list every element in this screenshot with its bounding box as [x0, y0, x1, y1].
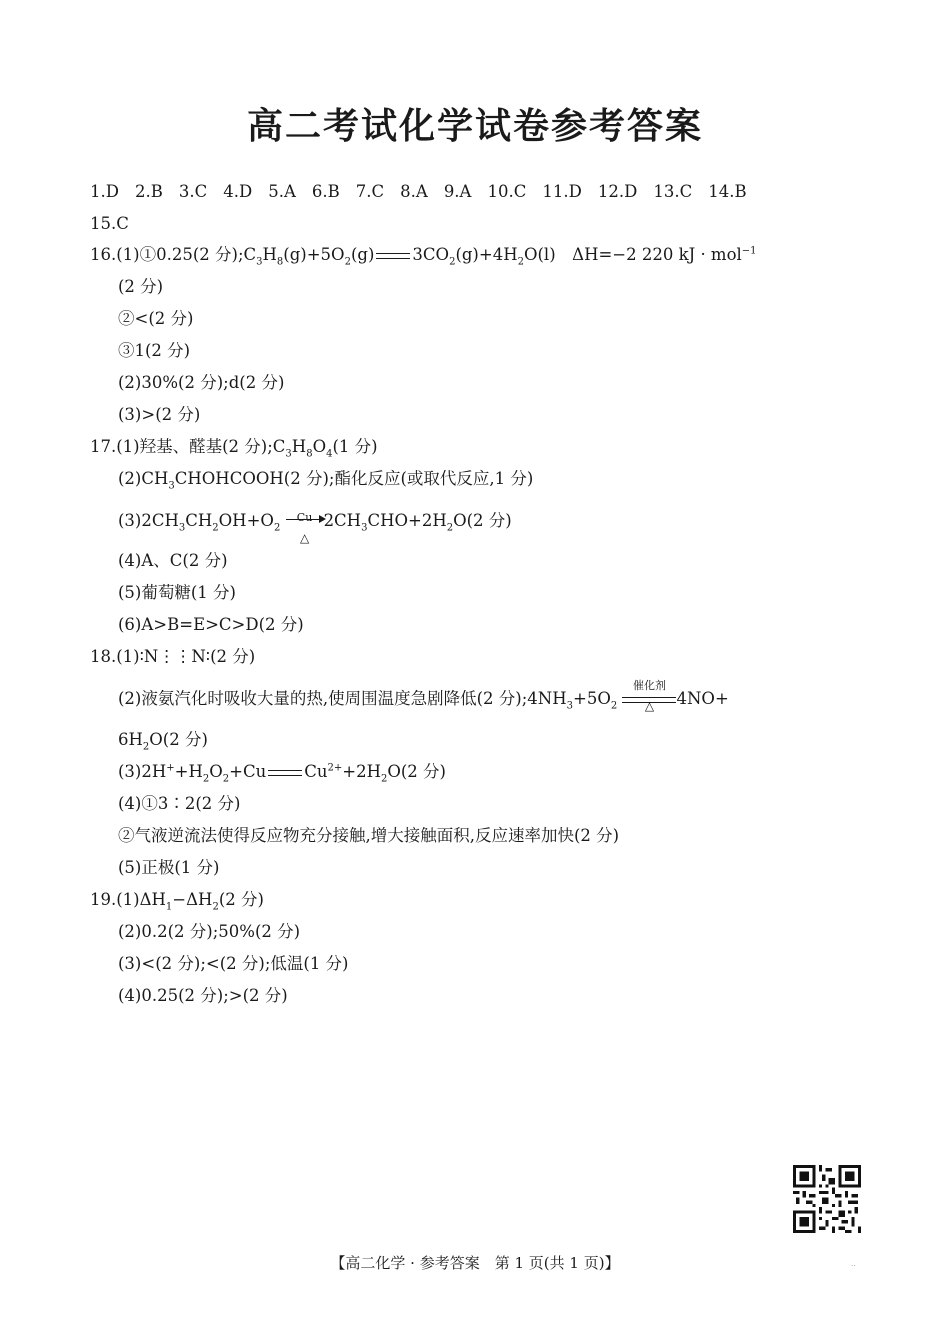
mcq-answer: 5.A [268, 182, 296, 201]
mcq-answer: 10.C [487, 182, 527, 201]
equals-sign-icon [376, 253, 410, 259]
mcq-answers-row-2: 15.C [90, 214, 129, 233]
q19-line-1: $19.(1)\Delta H_1-\Delta H_2(2$ 分) [90, 890, 264, 913]
mcq-answer: 3.C [178, 182, 208, 201]
q19-line-3: (3)<(2 分);<(2 分);低温(1 分) [118, 954, 349, 973]
mcq-answer: 13.C [653, 182, 693, 201]
q17-line-1: 17.(1)羟基、醛基(2 分)$;C_3H_8O_4(1$ 分) [90, 437, 378, 460]
q19-line-4: (4)0.25(2 分);>(2 分) [118, 986, 288, 1005]
q19-line-2: (2)0.2(2 分);50%(2 分) [118, 922, 301, 941]
mcq-answer: 8.A [400, 182, 428, 201]
page-title: 高二考试化学试卷参考答案 [246, 106, 703, 147]
qr-code-icon [793, 1165, 861, 1233]
mcq-answer: 9.A [443, 182, 472, 201]
mcq-answer: 4.D [223, 182, 253, 201]
q16-line-1: 16.(1)①0.25(2 分)$;C_3H_8(g)+5O_2(g)$ $3CO_2(g)+4H_2O(l)$ ΔH=−2 220 kJ · mol$^{-1}$ [90, 245, 757, 268]
q18-line-6: ②气液逆流法使得反应物充分接触,增大接触面积,反应速率加快(2 分) [118, 826, 620, 845]
reaction-arrow-icon: Cu △ [286, 521, 324, 522]
q18-line-1: 18.(1)∶N⋮⋮N∶(2 分) [90, 647, 256, 666]
q16-line-4: ③1(2 分) [118, 341, 191, 360]
q16-line-3: ②<(2 分) [118, 309, 194, 328]
mcq-answer: 6.B [311, 182, 340, 201]
mcq-answer: 1.D [90, 182, 119, 201]
q16-line-5: (2)30%(2 分);d(2 分) [118, 373, 285, 392]
mcq-answer: 12.D [597, 182, 638, 201]
q17-line-6: (6)A>B=E>C>D(2 分) [118, 615, 304, 634]
corner-mark: ·· [851, 1262, 856, 1270]
mcq-answers-row-1 [90, 181, 763, 203]
q17-line-2: $(2)CH_3CHOHCOOH(2$ 分);酯化反应(或取代反应,1 分) [118, 469, 534, 492]
page-footer: 【高二化学 · 参考答案 第 1 页(共 1 页)】 [330, 1254, 620, 1272]
mcq-answer: 7.C [355, 182, 385, 201]
reaction-condition-icon: 催化剂 △ [622, 689, 676, 711]
q17-line-3: $(3)2CH_3CH_2OH+O_2$ Cu △ $2CH_3CHO+2H_2O(2$ 分) [118, 511, 512, 545]
q18-line-2: (2)液氨汽化时吸收大量的热,使周围温度急剧降低(2 分)$;4NH_3+5O_2$ 催化剂 △ 4NO+ [118, 678, 729, 713]
q17-line-4: (4)A、C(2 分) [118, 551, 228, 570]
equals-sign-icon [268, 770, 302, 776]
q18-line-3: $6H_2O(2$ 分) [118, 730, 208, 753]
q18-line-7: (5)正极(1 分) [118, 858, 220, 877]
q17-line-5: (5)葡萄糖(1 分) [118, 583, 236, 602]
mcq-answer: 11.D [542, 182, 582, 201]
q18-line-5: (4)①3∶2(2 分) [118, 794, 241, 813]
q16-line-6: (3)>(2 分) [118, 405, 201, 424]
q18-line-4: $(3)2H^++H_2O_2+Cu$ $Cu^{2+}+2H_2O(2$ 分) [118, 762, 446, 785]
mcq-answer: 14.B [708, 182, 747, 201]
q16-line-2: (2 分) [118, 277, 164, 296]
mcq-answer: 2.B [134, 182, 163, 201]
